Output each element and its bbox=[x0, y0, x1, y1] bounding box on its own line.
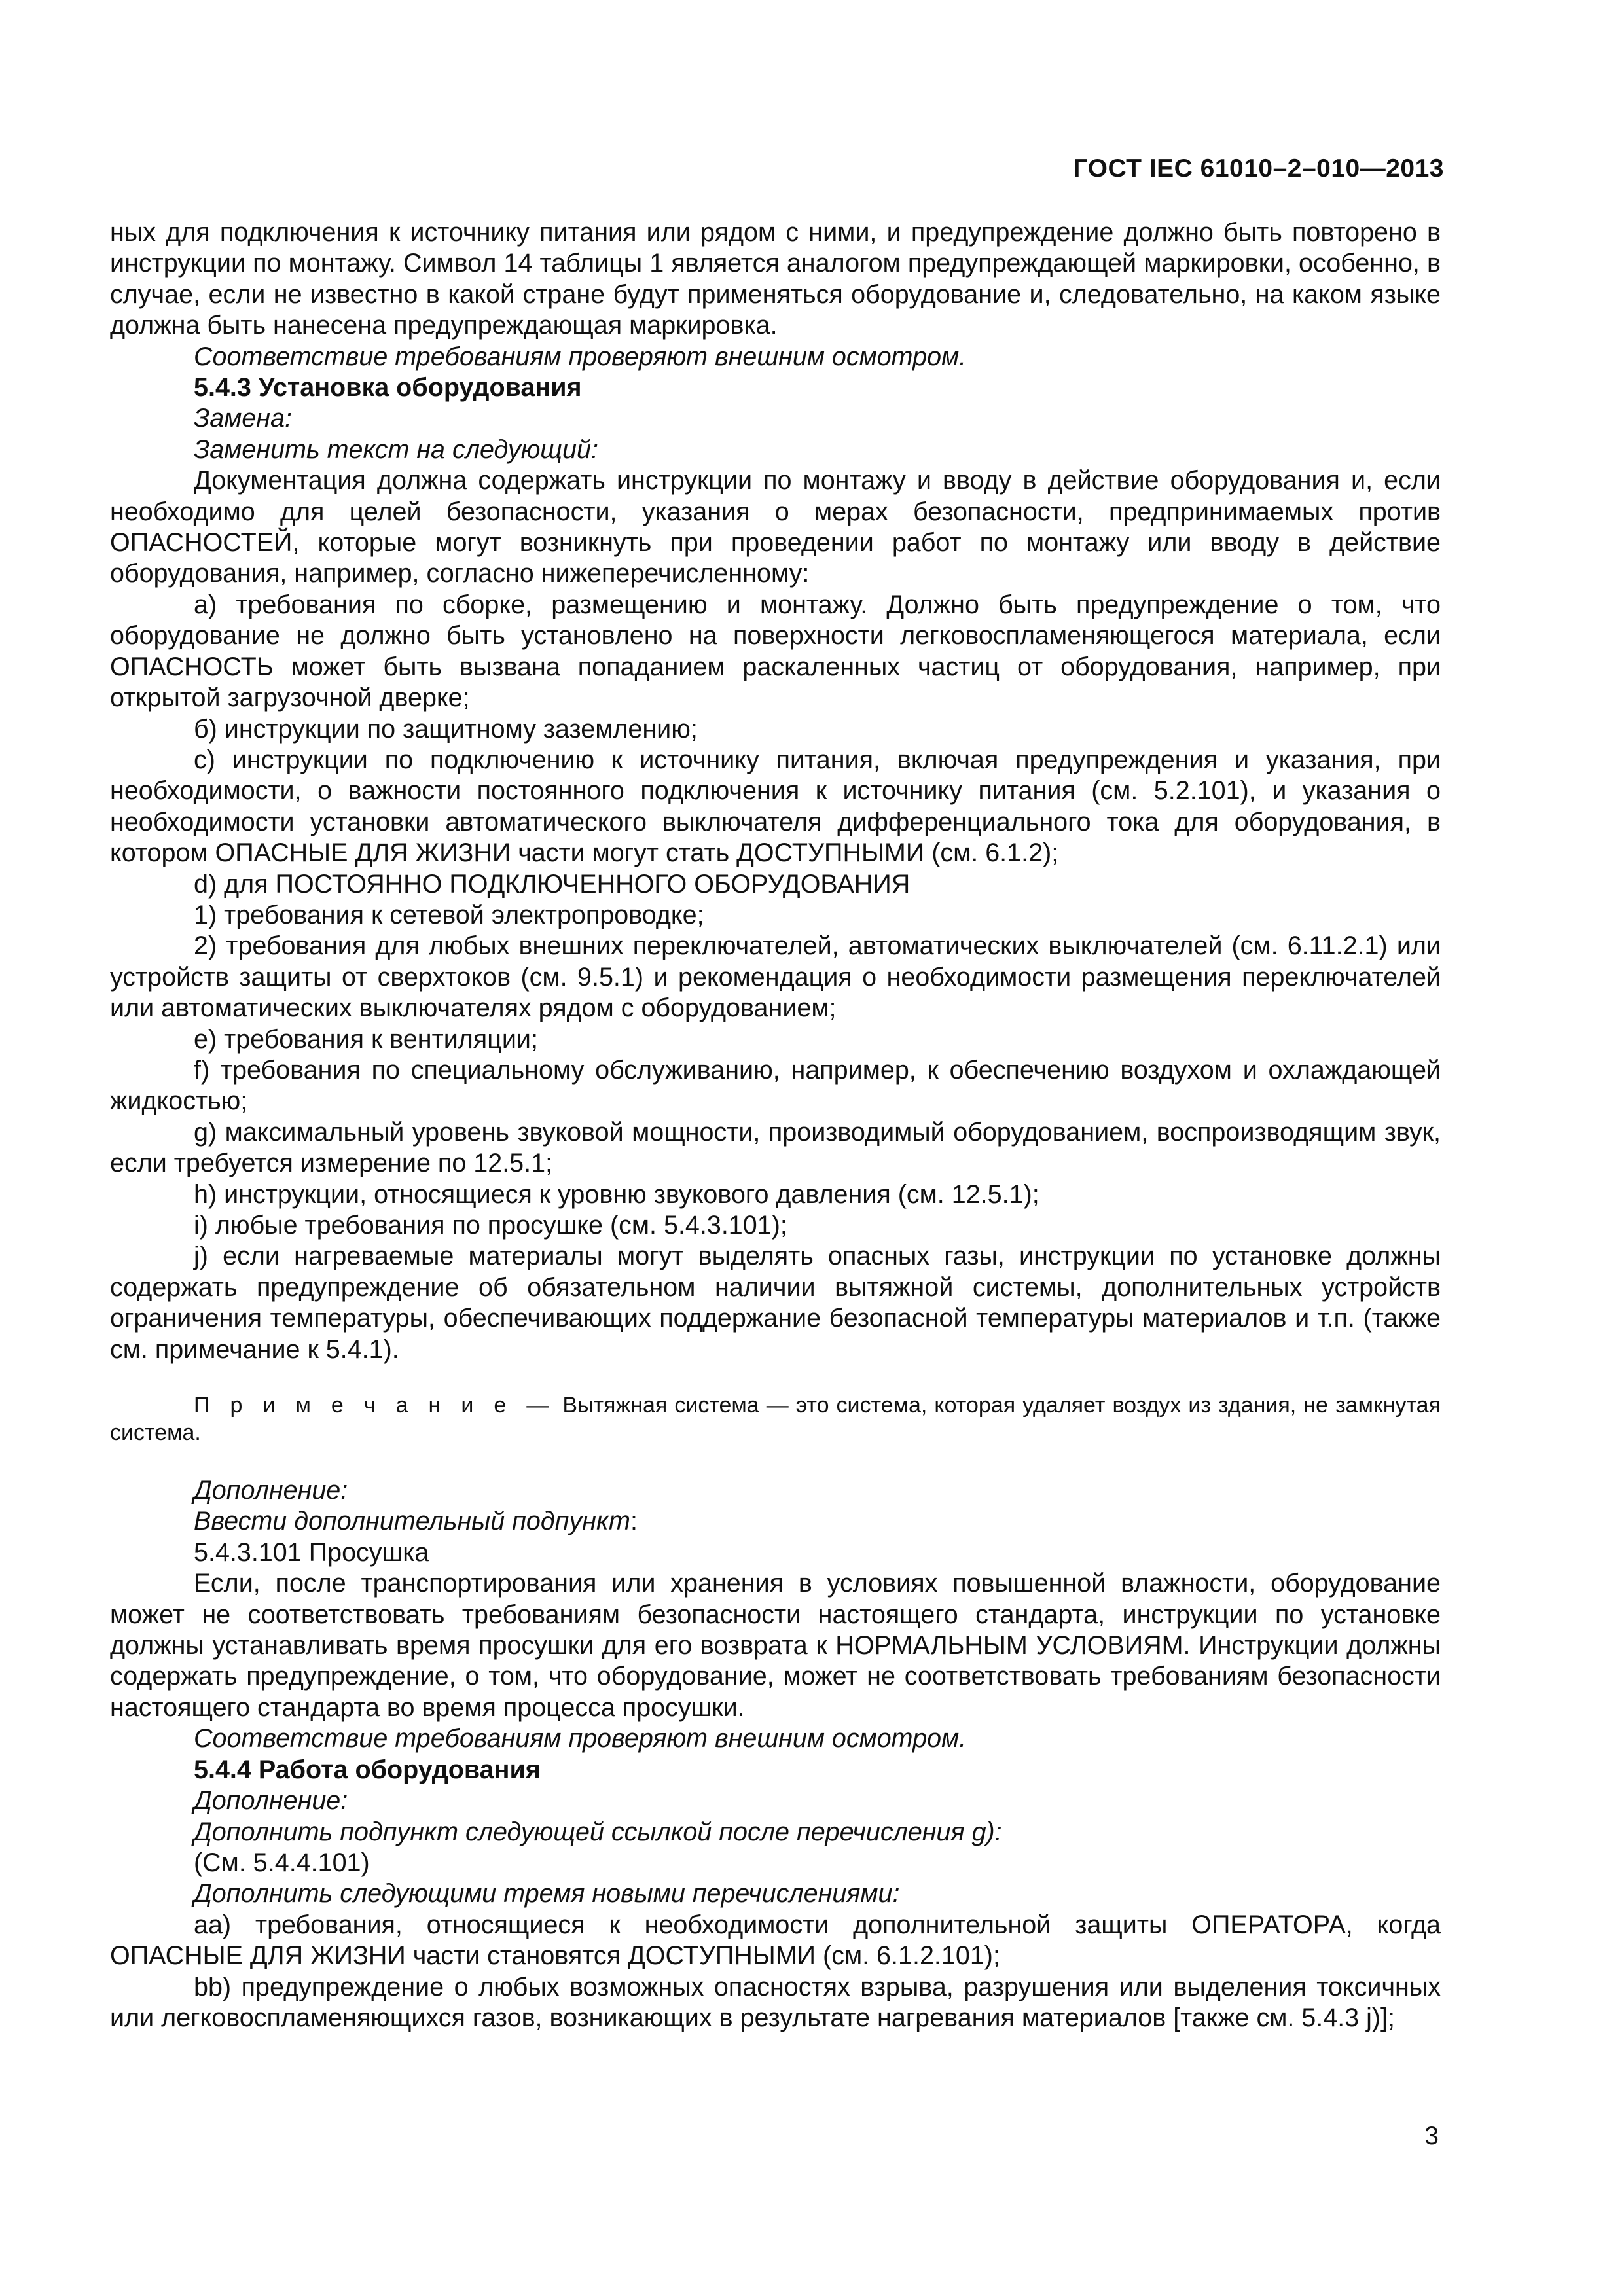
amendment-instruction bbox=[110, 1506, 1441, 1537]
amendment-instruction: Заменить текст на следующий: bbox=[194, 435, 598, 464]
amendment-type: Дополнение: bbox=[194, 1476, 348, 1505]
list-item-j: j) если нагреваемые материалы могут выделять опасных газы, инструкции по установке должны содержать предупреждение об обязательном наличии вытяжной системы, дополнительных устройств ограничения температуры, обеспечивающих поддержание безопасной температуры материалов и т.п. (также см. примечание к 5.4.1). bbox=[110, 1242, 1441, 1364]
reference: (См. 5.4.4.101) bbox=[194, 1848, 370, 1877]
page-number: 3 bbox=[1424, 2122, 1439, 2150]
list-item-f: f) требования по специальному обслуживанию, например, к обеспечению воздухом и охлаждающей жидкостью; bbox=[110, 1055, 1441, 1116]
compliance-check: Соответствие требованиям проверяют внешним осмотром. bbox=[194, 342, 967, 371]
note bbox=[110, 1391, 1441, 1446]
list-item-aa: aa) требования, относящиеся к необходимости дополнительной защиты ОПЕРАТОРА, когда ОПАСНЫЕ ДЛЯ ЖИЗНИ части становятся ДОСТУПНЫМИ (см. 6.1.2.101); bbox=[110, 1910, 1441, 1971]
amendment-type: Дополнение: bbox=[194, 1786, 348, 1816]
list-item-h: h) инструкции, относящиеся к уровню звукового давления (см. 12.5.1); bbox=[194, 1179, 1039, 1209]
list-item-e: e) требования к вентиляции; bbox=[194, 1024, 538, 1054]
standard-designation: ГОСТ IEC 61010–2–010—2013 bbox=[1073, 154, 1444, 183]
amendment-type: Замена: bbox=[194, 404, 292, 433]
list-item-b: б) инструкции по защитному заземлению; bbox=[194, 714, 698, 744]
section-heading-5-4-4: 5.4.4 Работа оборудования bbox=[194, 1755, 541, 1784]
list-item-d: d) для ПОСТОЯННО ПОДКЛЮЧЕННОГО ОБОРУДОВАНИЯ bbox=[194, 869, 911, 899]
paragraph-continuation: ных для подключения к источнику питания или рядом с ними, и предупреждение должно быть повторено в инструкции по монтажу. Символ 14 таблицы 1 является аналогом предупреждающей маркировки, особенно, в случае, если не известно в какой стране будут применяться оборудование и, следовательно, на каком языке должна быть нанесена предупреждающая маркировка. bbox=[110, 218, 1441, 340]
paragraph: Документация должна содержать инструкции по монтажу и вводу в действие оборудования и, если необходимо для целей безопасности, указания о мерах безопасности, предпринимаемых против ОПАСНОСТЕЙ, которые могут возникнуть при проведении работ по монтажу или вводу в действие оборудования, например, согласно нижеперечисленному: bbox=[110, 466, 1441, 588]
list-item-a: а) требования по сборке, размещению и монтажу. Должно быть предупреждение о том, что оборудование не должно быть установлено на поверхности легковоспламеняющегося материала, если ОПАСНОСТЬ может быть вызвана попаданием раскаленных частиц от оборудования, например, при открытой загрузочной дверке; bbox=[110, 590, 1441, 713]
amendment-instruction-colon: : bbox=[630, 1507, 638, 1536]
document-body bbox=[110, 217, 1441, 2034]
amendment-instruction: Дополнить подпункт следующей ссылкой после перечисления g): bbox=[194, 1817, 1002, 1846]
list-item-bb: bb) предупреждение о любых возможных опасностях взрыва, разрушения или выделения токсичных или легковоспламеняющихся газов, возникающих в результате нагревания материалов [также см. 5.4.3 j)]; bbox=[110, 1972, 1441, 2032]
amendment-instruction: Дополнить следующими тремя новыми перечислениями: bbox=[194, 1879, 900, 1909]
compliance-check: Соответствие требованиям проверяют внешним осмотром. bbox=[194, 1724, 967, 1753]
amendment-instruction-text: Ввести дополнительный подпункт bbox=[194, 1507, 630, 1536]
note-text: Вытяжная система — это система, которая удаляет воздух из здания, не замкнутая система. bbox=[110, 1393, 1441, 1446]
note-label: П р и м е ч а н и е — bbox=[194, 1393, 556, 1418]
list-item-d-1: 1) требования к сетевой электропроводке; bbox=[194, 900, 704, 929]
subsection-heading-5-4-3-101: 5.4.3.101 Просушка bbox=[194, 1537, 429, 1567]
section-heading-5-4-3: 5.4.3 Установка оборудования bbox=[194, 373, 582, 403]
list-item-c: c) инструкции по подключению к источнику питания, включая предупреждения и указания, при необходимости, о важности постоянного подключения к источнику питания (см. 5.2.101), и указания о необходимости установки автоматического выключателя дифференциального тока для оборудования, в котором ОПАСНЫЕ ДЛЯ ЖИЗНИ части могут стать ДОСТУПНЫМИ (см. 6.1.2); bbox=[110, 745, 1441, 868]
list-item-g: g) максимальный уровень звуковой мощности, производимый оборудованием, воспроизводящим звук, если требуется измерение по 12.5.1; bbox=[110, 1117, 1441, 1178]
list-item-i: i) любые требования по просушке (см. 5.4.3.101); bbox=[194, 1211, 787, 1240]
paragraph: Если, после транспортирования или хранения в условиях повышенной влажности, оборудование может не соответствовать требованиям безопасности настоящего стандарта, инструкции по установке должны устанавливать время просушки для его возврата к НОРМАЛЬНЫМ УСЛОВИЯМ. Инструкции должны содержать предупреждение, о том, что оборудование, может не соответствовать требованиям безопасности настоящего стандарта во время процесса просушки. bbox=[110, 1569, 1441, 1722]
list-item-d-2: 2) требования для любых внешних переключателей, автоматических выключателей (см. 6.11.2.1) или устройств защиты от сверхтоков (см. 9.5.1) и рекомендация о необходимости размещения переключателей или автоматических выключателях рядом с оборудованием; bbox=[110, 931, 1441, 1023]
